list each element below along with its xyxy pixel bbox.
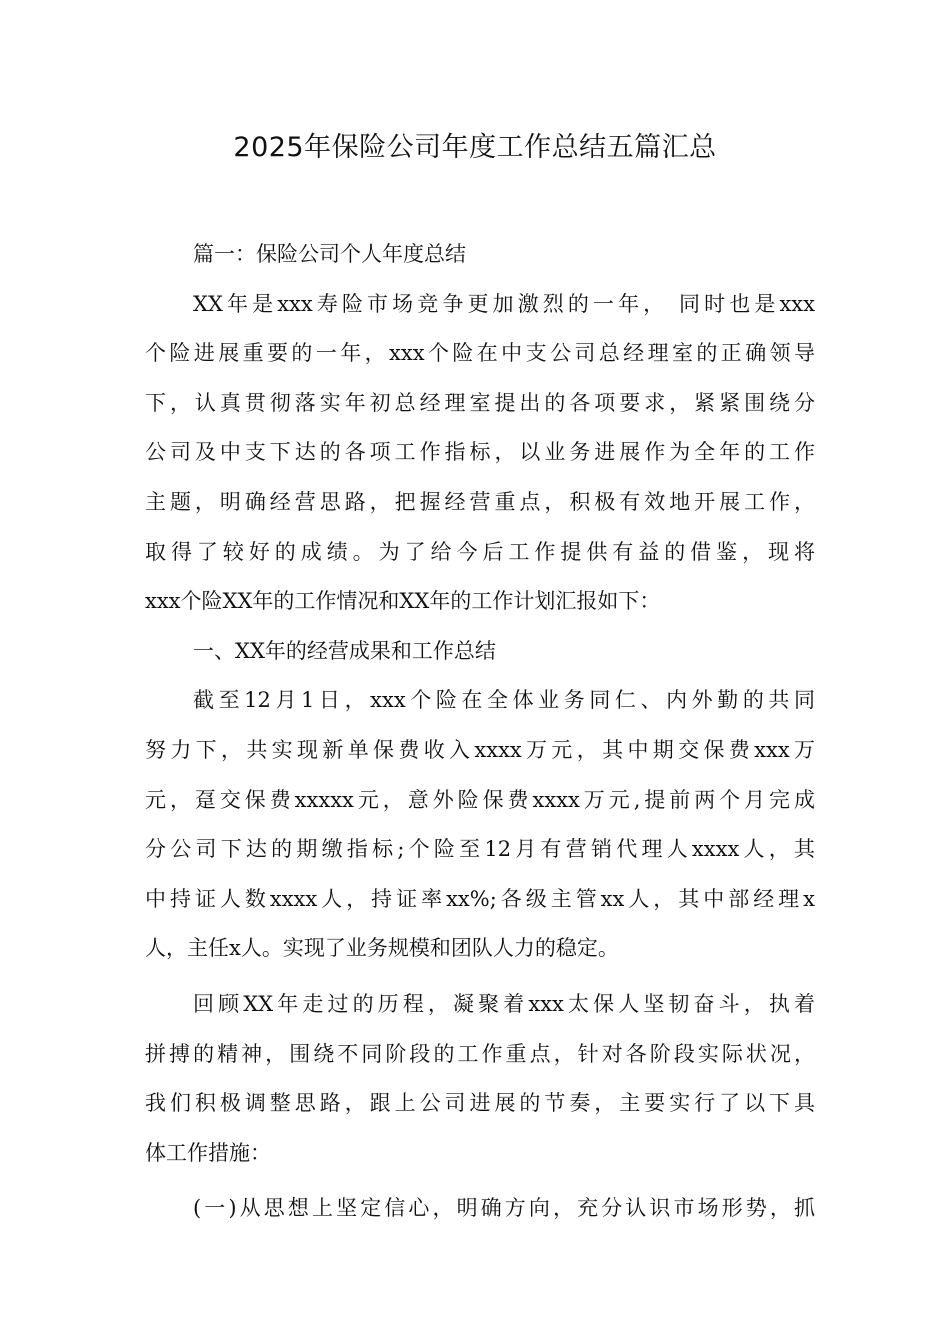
- text-line: 人，主任x人。实现了业务规模和团队人力的稳定。: [145, 936, 619, 961]
- text-line: 截至12月1日，xxx个险在全体业务同仁、内外勤的共同: [193, 688, 815, 713]
- text-line: (一)从思想上坚定信心，明确方向，充分认识市场形势，抓: [193, 1196, 815, 1221]
- text-line: 个险进展重要的一年，xxx个险在中支公司总经理室的正确领导: [145, 341, 815, 366]
- text-line: 公司及中支下达的各项工作指标，以业务进展作为全年的工作: [145, 440, 815, 465]
- text-line: 回顾XX年走过的历程，凝聚着xxx太保人坚韧奋斗，执着: [193, 991, 815, 1016]
- text-line: 元，趸交保费xxxxx元，意外险保费xxxx万元,提前两个月完成: [145, 787, 815, 812]
- document-title: 2025年保险公司年度工作总结五篇汇总: [233, 132, 717, 163]
- text-line: 篇一：保险公司个人年度总结: [193, 242, 466, 266]
- text-line: 分公司下达的期缴指标;个险至12月有营销代理人xxxx人，其: [145, 837, 815, 862]
- document-body: [145, 230, 815, 1234]
- text-line: 中持证人数xxxx人，持证率xx%;各级主管xx人，其中部经理x: [145, 886, 815, 911]
- text-line: XX年是xxx寿险市场竞争更加激烈的一年， 同时也是xxx: [193, 291, 815, 316]
- text-line: xxx个险XX年的工作情况和XX年的工作计划汇报如下：: [145, 589, 661, 614]
- text-line: 取得了较好的成绩。为了给今后工作提供有益的借鉴，现将: [145, 539, 815, 564]
- text-line: 主题，明确经营思路，把握经营重点，积极有效地开展工作，: [145, 489, 815, 514]
- text-line: 一、XX年的经营成果和工作总结: [193, 638, 496, 663]
- text-line: 拼搏的精神，围绕不同阶段的工作重点，针对各阶段实际状况，: [145, 1041, 815, 1066]
- text-line: 下，认真贯彻落实年初总经理室提出的各项要求，紧紧围绕分: [145, 390, 815, 415]
- text-line: 我们积极调整思路，跟上公司进展的节奏，主要实行了以下具: [145, 1091, 815, 1116]
- text-line: 努力下，共实现新单保费收入xxxx万元，其中期交保费xxx万: [145, 737, 815, 762]
- text-line: 体工作措施：: [145, 1140, 271, 1165]
